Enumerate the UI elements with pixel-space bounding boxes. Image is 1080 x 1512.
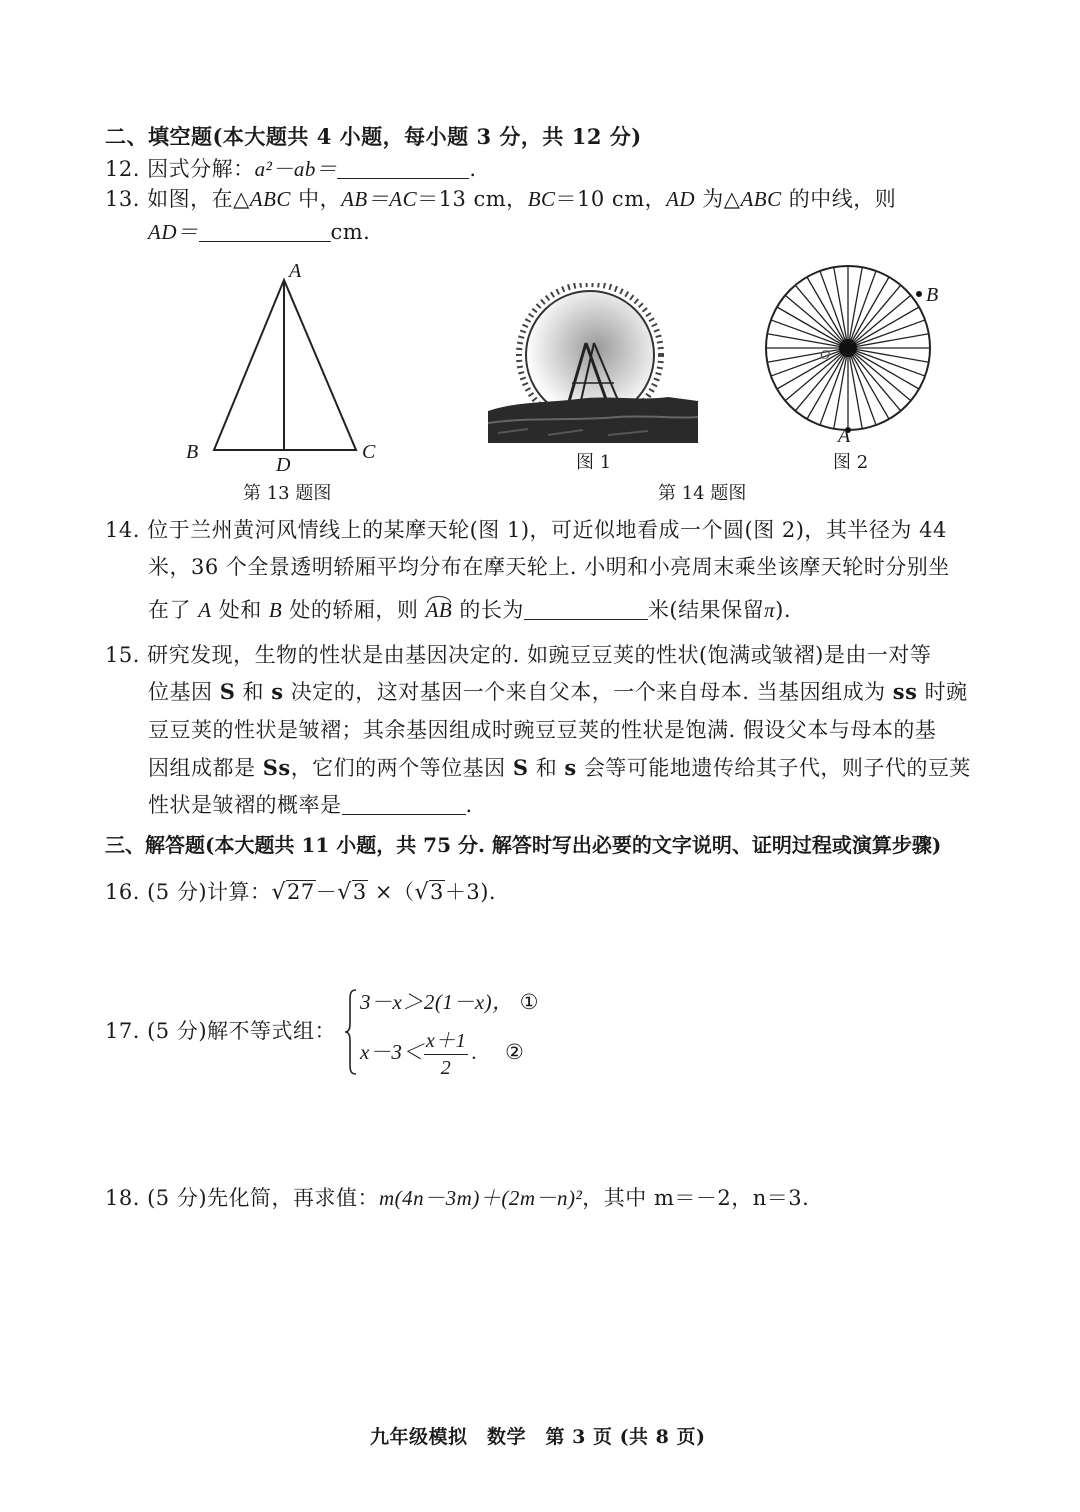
q17-inequality-2 <box>360 1026 524 1081</box>
fig13-label-c: C <box>362 441 376 463</box>
q14-text-1: 位于兰州黄河风情线上的某摩天轮(图 1)，可近似地看成一个圆(图 2)，其半径为 44 <box>147 518 947 542</box>
q14-text-3f: ). <box>775 598 792 622</box>
q16-radicand-3: 3 <box>352 880 367 904</box>
fig14-label-o: O <box>820 348 831 363</box>
fig14-caption: 第 14 题图 <box>658 483 747 504</box>
q17-inequality-1 <box>360 988 539 1016</box>
q12-number: 12. <box>105 157 140 181</box>
q15-text-2d: 时豌 <box>917 680 968 704</box>
question-14-line-3 <box>148 596 791 624</box>
q18-text: (5 分)先化简，再求值： <box>147 1186 380 1210</box>
q13-number: 13. <box>105 187 140 211</box>
q18-tail: ，其中 m＝－2，n＝3. <box>582 1186 810 1210</box>
q14-text-3a: 在了 <box>148 598 199 622</box>
q16-radicand-3b: 3 <box>430 880 444 904</box>
question-16 <box>105 878 496 907</box>
sqrt-symbol-2: √ <box>337 880 352 905</box>
q14-text-3c: 处的轿厢，则 <box>282 598 426 622</box>
q16-plus3: ＋3). <box>444 880 497 904</box>
question-15-line-5 <box>148 791 473 819</box>
q14-b: B <box>268 598 283 622</box>
section-2-title: 二、填空题(本大题共 4 小题，每小题 3 分，共 12 分) <box>105 124 642 149</box>
q13-abc: ABC <box>249 187 291 211</box>
q15-text-4b: ，它们的两个等位基因 <box>290 756 513 780</box>
q13-text-e: 为△ <box>695 187 741 211</box>
q13-text-a: 如图，在△ <box>147 187 250 211</box>
q15-number: 15. <box>105 643 140 667</box>
q15-text-4and: 和 <box>528 756 565 780</box>
point-b-dot <box>916 291 922 297</box>
page-footer: 九年级模拟 数学 第 3 页 (共 8 页) <box>370 1426 706 1448</box>
q16-number: 16. <box>105 880 140 904</box>
q14-text-3e: 米(结果保留 <box>647 598 765 622</box>
q13-text-f: 的中线，则 <box>781 187 897 211</box>
q15-gene-s: s <box>271 679 284 704</box>
q17-circle-1: ① <box>519 990 539 1014</box>
q15-text-2c: 决定的，这对基因一个来自父本，一个来自母本. 当基因组成为 <box>283 680 893 704</box>
q16-times: ×（ <box>367 880 415 904</box>
question-17 <box>105 1017 336 1045</box>
q15-gene-S: S <box>219 679 236 704</box>
q17-fraction-numerator: x＋1 <box>424 1028 468 1055</box>
q14-answer-blank <box>524 599 648 620</box>
q16-radicand-27: 27 <box>287 880 315 904</box>
question-14-line-1 <box>105 516 947 544</box>
q13-ab-ac: AB＝AC <box>341 187 418 211</box>
q13-unit: cm. <box>330 220 371 244</box>
q13-text-d: ＝10 cm， <box>555 187 667 211</box>
fig13-caption: 第 13 题图 <box>243 483 332 504</box>
fig1-caption: 图 1 <box>576 452 612 473</box>
fig13-label-d: D <box>276 454 291 476</box>
q17-ineq2-text: x－3＜ <box>360 1040 424 1064</box>
q16-minus: － <box>315 880 338 904</box>
question-15-line-3: 豆豆荚的性状是皱褶；其余基因组成时豌豆豆荚的性状是饱满. 假设父本与母本的基 <box>148 718 937 742</box>
q14-pi: π <box>764 598 776 622</box>
q18-number: 18. <box>105 1186 140 1210</box>
q12-end: . <box>469 157 477 181</box>
q14-number: 14. <box>105 518 140 542</box>
q12-expression: a²－ab＝ <box>254 157 338 181</box>
section-3-title: 三、解答题(本大题共 11 小题，共 75 分. 解答时写出必要的文字说明、证明过程或演算步骤) <box>105 833 942 857</box>
q17-ineq2-end: . <box>471 1040 477 1064</box>
q17-fraction <box>424 1028 468 1081</box>
q17-number: 17. <box>105 1019 140 1043</box>
sqrt-symbol-3: √ <box>414 880 429 905</box>
sqrt-symbol-1: √ <box>271 880 287 905</box>
wheel-diagram <box>762 265 942 435</box>
q13-ad: AD <box>666 187 696 211</box>
fig14-label-a: A <box>838 425 851 447</box>
q12-text: 因式分解： <box>147 157 255 181</box>
q18-expression: m(4n－3m)＋(2m－n)² <box>379 1186 583 1210</box>
q14-text-3d: 的长为 <box>452 598 524 622</box>
fig13-label-a: A <box>289 260 302 282</box>
q17-circle-2: ② <box>504 1040 525 1064</box>
q15-gene-Ss: Ss <box>262 755 291 780</box>
q15-end: . <box>465 793 473 817</box>
fig2-caption: 图 2 <box>833 452 869 473</box>
question-15-line-1 <box>105 641 931 669</box>
question-14-line-2: 米，36 个全景透明轿厢平均分布在摩天轮上. 小明和小亮周末乘坐该摩天轮时分别坐 <box>148 555 950 579</box>
q15-gene-s-2: s <box>564 755 577 780</box>
q14-a: A <box>198 598 212 622</box>
system-brace <box>344 988 358 1076</box>
ferris-wheel-photo <box>488 283 698 443</box>
q13-abc-2: ABC <box>740 187 782 211</box>
question-15-line-2 <box>148 678 968 706</box>
q13-text-b: 中， <box>290 187 342 211</box>
q17-ineq1-text: 3－x＞2(1－x)， <box>360 990 514 1014</box>
q15-gene-ss: ss <box>892 679 918 704</box>
q15-text-5: 性状是皱褶的概率是 <box>148 793 342 817</box>
q13-ad-eq: AD＝ <box>148 220 199 244</box>
q15-text-4c: 会等可能地遗传给其子代，则子代的豆荚 <box>576 756 971 780</box>
q15-text-2a: 位基因 <box>148 680 220 704</box>
q15-text-2b: 和 <box>235 680 272 704</box>
wheel-center-hub <box>839 339 857 357</box>
q17-text: (5 分)解不等式组： <box>147 1019 337 1043</box>
fig13-label-b: B <box>186 441 199 463</box>
q13-text-c: ＝13 cm， <box>417 187 528 211</box>
q13-bc: BC <box>527 187 556 211</box>
fig14-label-b: B <box>926 284 939 306</box>
q17-fraction-denominator: 2 <box>440 1056 452 1079</box>
q14-arc-ab: AB <box>425 598 453 622</box>
q15-text-1: 研究发现，生物的性状是由基因决定的. 如豌豆豆荚的性状(饱满或皱褶)是由一对等 <box>147 643 932 667</box>
q16-text: (5 分)计算： <box>147 880 272 904</box>
q15-answer-blank <box>342 794 466 815</box>
question-15-line-4 <box>148 754 971 782</box>
q15-gene-S-2: S <box>512 755 529 780</box>
q14-text-3b: 处和 <box>211 598 269 622</box>
q15-text-4a: 因组成都是 <box>148 756 263 780</box>
question-18 <box>105 1184 809 1212</box>
